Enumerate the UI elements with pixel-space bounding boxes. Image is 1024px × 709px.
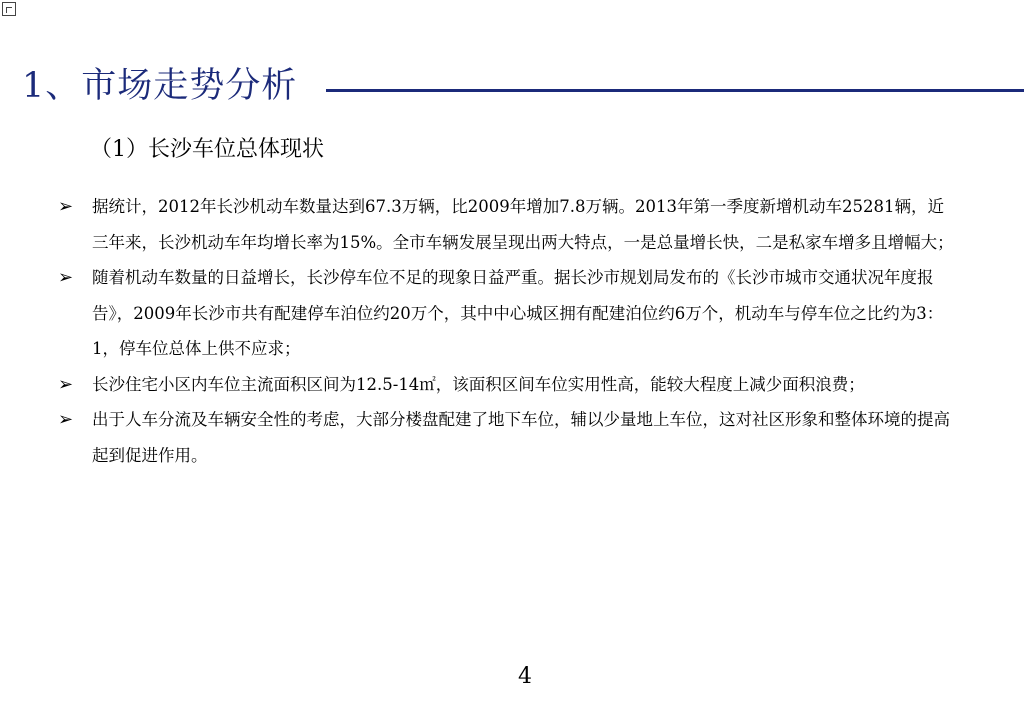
page-title: 1、市场走势分析 xyxy=(22,66,298,106)
bullet-text: 据统计，2012年长沙机动车数量达到67.3万辆，比2009年增加7.8万辆。2013年第一季度新增机动车25281辆，近三年来，长沙机动车年均增长率为15%。全市车辆发展呈现出两大特点，一是总量增长快，二是私家车增多且增幅大； xyxy=(92,197,954,252)
bullet-item xyxy=(58,367,958,403)
arrow-bullet-icon: ➢ xyxy=(58,196,74,217)
bullet-item xyxy=(58,402,958,473)
title-row xyxy=(22,62,1024,112)
section-subtitle: （1）长沙车位总体现状 xyxy=(90,137,324,162)
bullet-item xyxy=(58,189,958,260)
bullet-item xyxy=(58,260,958,367)
bullet-text: 长沙住宅小区内车位主流面积区间为12.5-14㎡，该面积区间车位实用性高，能较大程度上减少面积浪费； xyxy=(92,374,865,394)
arrow-bullet-icon: ➢ xyxy=(58,409,74,430)
arrow-bullet-icon: ➢ xyxy=(58,373,74,395)
title-rule xyxy=(326,89,1024,92)
page-number: 4 xyxy=(518,664,532,689)
bullet-list xyxy=(58,189,958,473)
bullet-text: 随着机动车数量的日益增长，长沙停车位不足的现象日益严重。据长沙市规划局发布的《长沙市城市交通状况年度报告》，2009年长沙市共有配建停车泊位约20万个，其中中心城区拥有配建泊位约6万个，机动车与停车位之比约为3：1，停车位总体上供不应求； xyxy=(92,268,944,358)
bullet-text: 出于人车分流及车辆安全性的考虑，大部分楼盘配建了地下车位，辅以少量地上车位，这对社区形象和整体环境的提高起到促进作用。 xyxy=(92,410,950,465)
slide-corner-icon xyxy=(2,2,16,16)
arrow-bullet-icon: ➢ xyxy=(58,267,74,288)
